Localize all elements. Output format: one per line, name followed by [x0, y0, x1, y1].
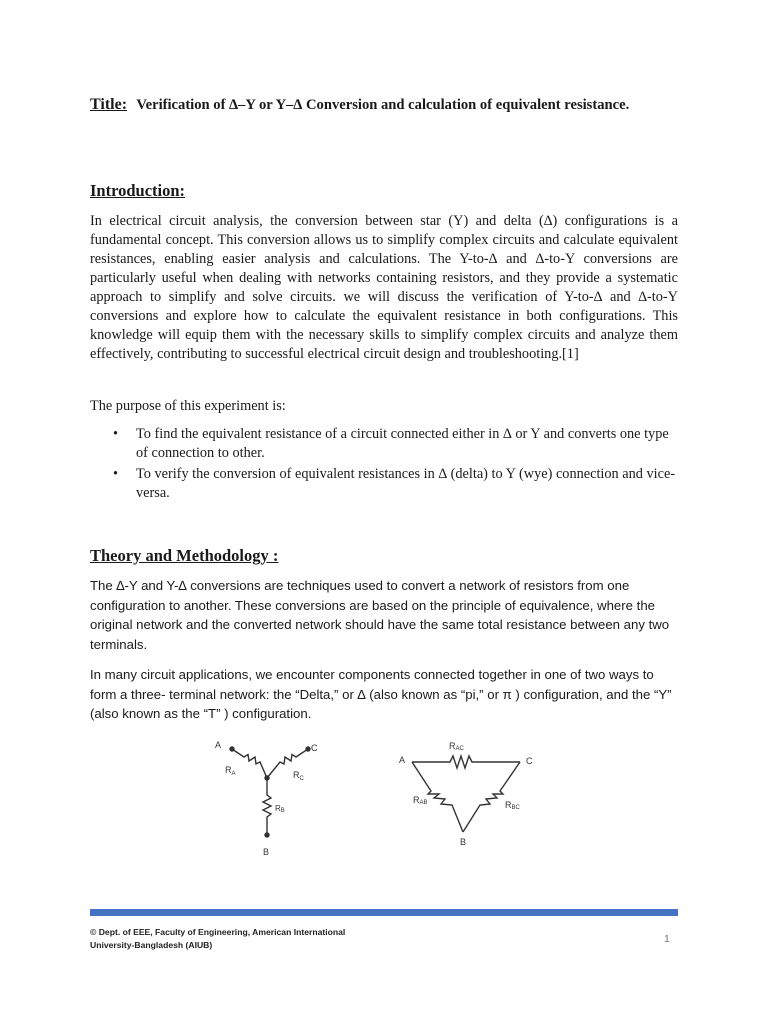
label-rab-sub: AB	[419, 800, 428, 806]
label-rac-main: R	[449, 741, 456, 751]
resistor-rb	[263, 778, 271, 835]
star-delta-diagram	[195, 735, 555, 860]
label-rb-sub: B	[280, 808, 285, 814]
star-network	[230, 747, 310, 837]
resistor-rac	[412, 756, 520, 768]
label-rb	[275, 804, 285, 814]
label-rac-sub: AC	[455, 746, 464, 752]
label-rbc-sub: BC	[511, 805, 520, 811]
theory-paragraph-1: The ∆-Y and Y-∆ conversions are techniques used to convert a network of resistors from one configuration to another. These conversions are based on the principle of equivalence, where the original network and the converted network should have the same total resistance between any two terminals.	[90, 578, 670, 652]
delta-node-b-label: B	[460, 837, 467, 847]
label-rc-sub: C	[299, 776, 304, 782]
footer-copyright	[90, 926, 390, 952]
star-node-a-label: A	[215, 740, 222, 750]
delta-network	[412, 756, 520, 832]
label-rbc-main: R	[505, 800, 512, 810]
introduction-paragraph: In electrical circuit analysis, the conversion between star (Y) and delta (∆) configurations is a fundamental concept. This conversion allows us to simplify complex circuits and calculate equivalent resistances, enabling easier analysis and calculations. The Y-to-∆ and ∆-to-Y conversions are particularly useful when dealing with networks containing resistors, and they provide a systematic approach to simplify and solve circuits. we will discuss the verification of Y-to-∆ and ∆-to-Y conversions and explore how to calculate the equivalent resistance in both configurations. This knowledge will equip them with the necessary skills to simplify complex circuits and analyze them effectively, contributing to successful electrical circuit design and troubleshooting.[1]	[90, 213, 678, 362]
footer-divider	[90, 909, 678, 916]
resistor-rc	[267, 749, 308, 778]
resistor-ra	[232, 749, 267, 778]
document-title	[90, 94, 678, 116]
resistor-rab	[412, 762, 463, 832]
label-rb-main: R	[275, 804, 281, 813]
footer-line-1: © Dept. of EEE, Faculty of Engineering, American International	[90, 927, 346, 937]
purpose-list	[90, 425, 678, 505]
label-ra-sub: A	[231, 771, 236, 777]
label-ra-main: R	[225, 765, 232, 775]
theory-paragraph-2: In many circuit applications, we encounter components connected together in one of two ways to form a three- terminal network: the “Delta,” or ∆ (also known as “pi,” or π ) configuration, and the “Y” (also known as the “T” ) configuration.	[90, 667, 672, 721]
label-rab-main: R	[413, 795, 420, 805]
delta-node-c-label: C	[526, 756, 533, 766]
label-rac	[449, 741, 465, 752]
page-number: 1	[664, 933, 670, 945]
bullet-text: To find the equivalent resistance of a circuit connected either in ∆ or Y and converts one type of connection to other.	[136, 426, 669, 461]
label-rc-main: R	[293, 770, 300, 780]
title-text: Verification of ∆–Y or Y–∆ Conversion and calculation of equivalent resistance.	[136, 97, 630, 113]
label-rab	[413, 795, 428, 806]
star-node-c-label: C	[311, 743, 318, 753]
purpose-lead: The purpose of this experiment is:	[90, 398, 286, 414]
theory-heading: Theory and Methodology :	[90, 546, 279, 565]
list-item	[90, 425, 678, 463]
resistor-rbc	[463, 762, 520, 832]
introduction-heading: Introduction:	[90, 181, 186, 200]
bullet-text: To verify the conversion of equivalent resistances in ∆ (delta) to Y (wye) connection and vice-versa.	[136, 466, 676, 501]
delta-node-a-label: A	[399, 755, 406, 765]
label-rc	[293, 770, 305, 782]
label-ra	[225, 765, 236, 777]
bullet-icon: •	[113, 426, 119, 442]
footer-line-2: University-Bangladesh (AIUB)	[90, 940, 213, 950]
bullet-icon: •	[113, 466, 119, 482]
list-item	[90, 465, 678, 503]
label-rbc	[505, 800, 521, 811]
title-label: Title:	[90, 96, 128, 113]
star-node-b-label: B	[263, 847, 270, 857]
